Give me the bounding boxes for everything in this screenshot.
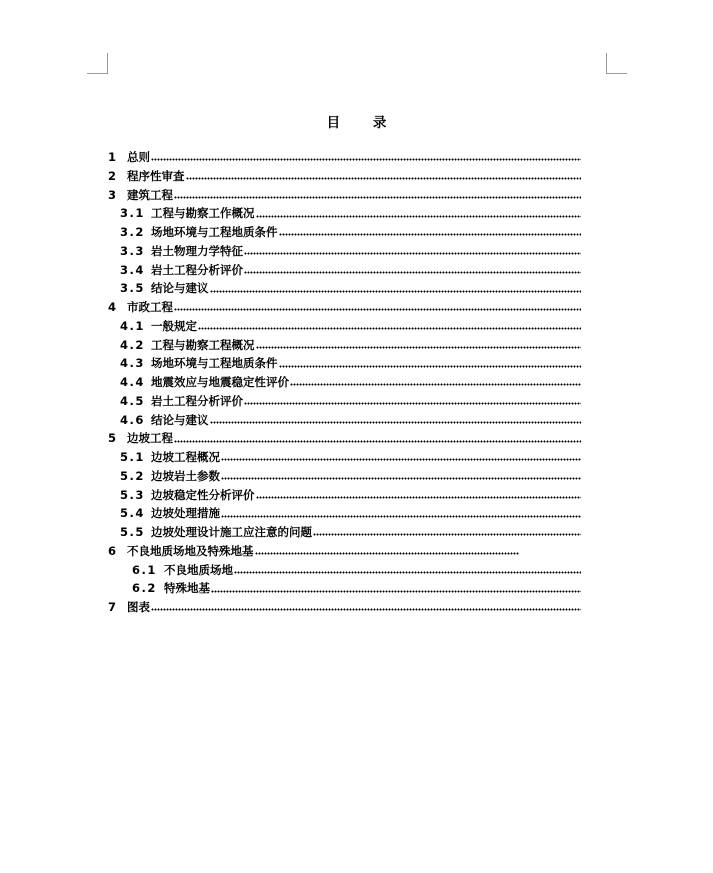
toc-entry-text: 边坡稳定性分析评价 (151, 487, 255, 502)
toc-entry[interactable] (108, 561, 581, 580)
toc-entry-text: 工程与勘察工程概况 (151, 337, 255, 352)
toc-entry-number: 4.5 (120, 393, 145, 408)
toc-entry-number: 4.4 (120, 375, 145, 389)
toc-entry-number: 5.2 (120, 468, 145, 483)
toc-entry-number: 1 (108, 150, 117, 164)
toc-entry-text: 一般规定 (151, 318, 197, 333)
dot-leader (221, 509, 581, 519)
toc-entry-text: 边坡岩土参数 (151, 468, 220, 483)
dot-leader (174, 434, 581, 444)
dot-leader (279, 359, 582, 369)
toc-entry[interactable] (108, 542, 519, 561)
toc-entry-text: 岩土物理力学特征 (151, 243, 243, 258)
toc-entry-number: 5 (108, 431, 117, 446)
toc-entry-text: 边坡处理措施 (151, 506, 220, 521)
toc-entry-number: 5.4 (120, 506, 145, 521)
toc-title: 目 录 (326, 115, 401, 131)
toc-entry-text: 总则 (127, 150, 150, 164)
dot-leader (244, 396, 581, 406)
toc-entry[interactable] (108, 242, 581, 261)
toc-entry-number: 6.2 (132, 581, 157, 596)
toc-entry-number: 3.3 (120, 243, 145, 258)
dot-leader (256, 209, 582, 219)
top-left-margin-mark (87, 53, 108, 74)
toc-entry[interactable] (108, 467, 581, 486)
toc-entry[interactable] (108, 448, 581, 467)
toc-entry-number: 3.2 (120, 225, 145, 239)
dot-leader (244, 265, 581, 275)
toc-entry-text: 程序性审查 (127, 168, 185, 183)
dot-leader (186, 171, 582, 181)
toc-entry[interactable] (108, 261, 581, 280)
toc-entry-text: 场地环境与工程地质条件 (151, 225, 278, 239)
dot-leader (256, 490, 582, 500)
toc-entry[interactable] (108, 486, 581, 505)
toc-entry-text: 结论与建议 (151, 281, 209, 296)
dot-leader (211, 584, 581, 594)
toc-entry[interactable] (108, 167, 581, 186)
toc-entry-text: 结论与建议 (151, 412, 209, 427)
toc-entry[interactable] (108, 148, 581, 167)
dot-leader (151, 152, 581, 162)
toc-entry-text: 市政工程 (127, 300, 173, 314)
toc-entry-text: 岩土工程分析评价 (151, 393, 243, 408)
toc-entry-number: 4.2 (120, 337, 145, 352)
dot-leader (244, 246, 581, 256)
toc-entry-text: 岩土工程分析评价 (151, 262, 243, 277)
toc-entry-number: 4.1 (120, 318, 145, 333)
toc-entry-text: 地震效应与地震稳定性评价 (151, 375, 289, 389)
dot-leader (290, 377, 581, 387)
dot-leader (198, 321, 581, 331)
toc-entry-text: 边坡处理设计施工应注意的问题 (151, 525, 312, 539)
toc-entry-number: 7 (108, 600, 117, 614)
dot-leader (279, 227, 582, 237)
toc-entry[interactable] (108, 523, 581, 542)
toc-entry-number: 6.1 (132, 562, 157, 577)
toc-entry[interactable] (108, 579, 581, 598)
dot-leader (210, 415, 582, 425)
dot-leader (210, 284, 582, 294)
toc-entry-text: 边坡工程 (127, 431, 173, 446)
toc-entry[interactable] (108, 336, 581, 355)
toc-entry-number: 5.5 (120, 525, 145, 539)
dot-leader (221, 452, 581, 462)
dot-leader (255, 546, 520, 556)
toc-entry-text: 不良地质场地 (164, 562, 233, 577)
toc-entry-number: 5.1 (120, 450, 145, 464)
dot-leader (234, 565, 581, 575)
toc-entry-number: 6 (108, 543, 117, 558)
toc-entry-number: 4 (108, 300, 117, 314)
toc-entry-number: 3.5 (120, 281, 145, 296)
toc-entry-text: 特殊地基 (164, 581, 210, 596)
toc-entry[interactable] (108, 298, 581, 317)
toc-entry[interactable] (108, 429, 581, 448)
toc-entry[interactable] (108, 598, 581, 617)
dot-leader (151, 602, 581, 612)
toc-entry[interactable] (108, 204, 581, 223)
toc-entry-text: 建筑工程 (127, 187, 173, 202)
toc-entry[interactable] (108, 317, 581, 336)
toc-entry[interactable] (108, 504, 581, 523)
toc-entry[interactable] (108, 411, 581, 430)
toc-entry[interactable] (108, 373, 581, 392)
toc-entry-number: 3 (108, 187, 117, 202)
toc-entry-text: 不良地质场地及特殊地基 (127, 543, 254, 558)
top-right-margin-mark (606, 53, 627, 74)
toc-entry[interactable] (108, 279, 581, 298)
toc-entry-text: 工程与勘察工作概况 (151, 206, 255, 221)
toc-entry-number: 3.1 (120, 206, 145, 221)
toc-entry[interactable] (108, 392, 581, 411)
toc-entry-number: 4.6 (120, 412, 145, 427)
dot-leader (221, 471, 581, 481)
toc-entry-text: 边坡工程概况 (151, 450, 220, 464)
toc-entry-number: 5.3 (120, 487, 145, 502)
dot-leader (174, 302, 581, 312)
toc-entry[interactable] (108, 354, 581, 373)
toc-entry[interactable] (108, 186, 581, 205)
toc-entry-text: 图表 (127, 600, 150, 614)
toc-entry-text: 场地环境与工程地质条件 (151, 356, 278, 371)
dot-leader (313, 527, 581, 537)
toc-entry-number: 4.3 (120, 356, 145, 371)
dot-leader (174, 190, 581, 200)
toc-entry-number: 3.4 (120, 262, 145, 277)
dot-leader (256, 340, 582, 350)
toc-entry-number: 2 (108, 168, 117, 183)
table-of-contents (108, 148, 581, 617)
toc-entry[interactable] (108, 223, 581, 242)
